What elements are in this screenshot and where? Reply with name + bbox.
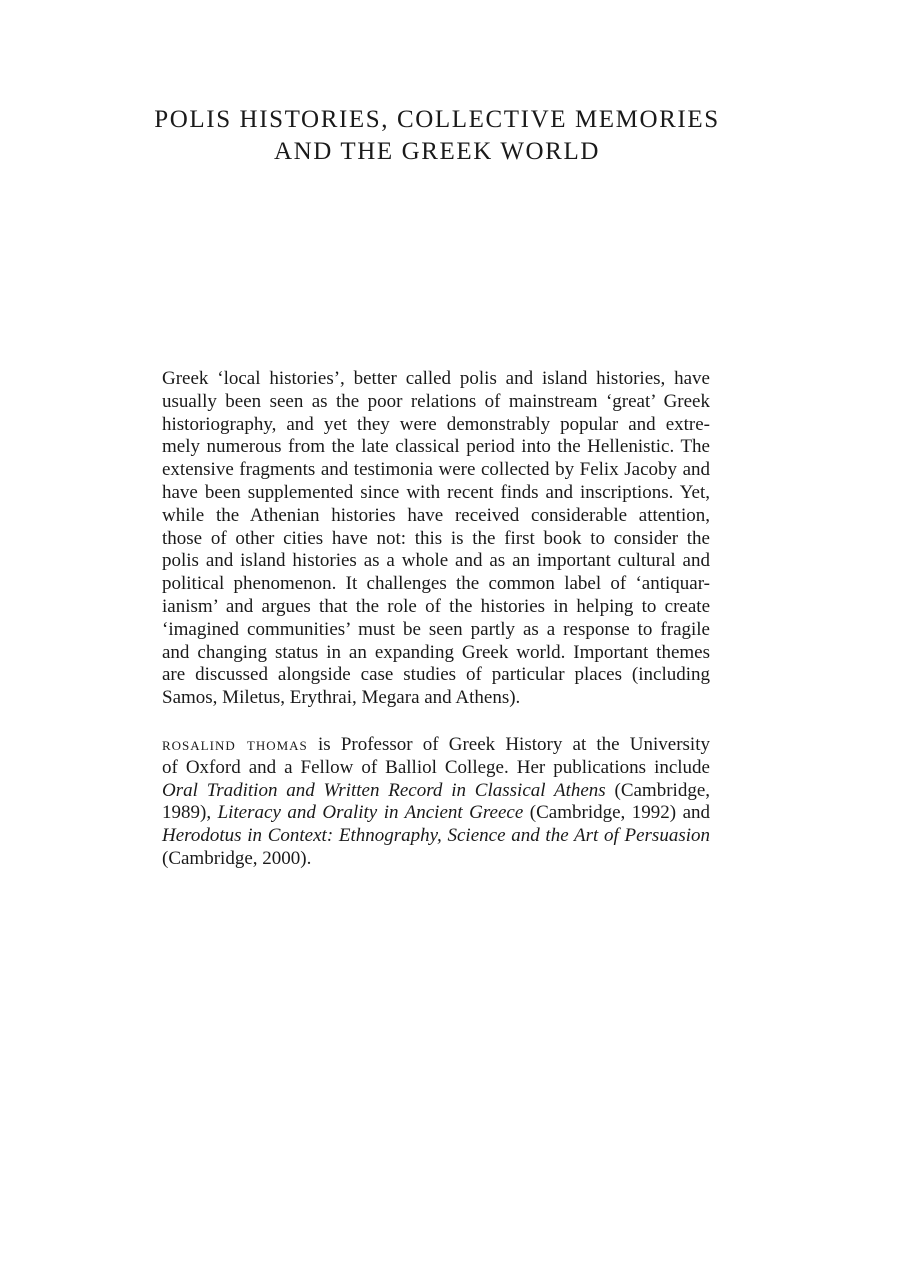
bio-line	[162, 802, 710, 825]
bio-line: of Oxford and a Fellow of Balliol College. Her publications include	[162, 756, 710, 778]
bio-line	[162, 780, 710, 803]
description-line: those of other cities have not: this is the first book to consider the	[162, 527, 710, 549]
description-line: mely numerous from the late classical period into the Hellenistic. The	[162, 436, 710, 458]
book-title-oral-tradition: Oral Tradition and Written Record in Classical Athens	[162, 779, 606, 801]
book-title-literacy-orality: Literacy and Orality in Ancient Greece	[217, 802, 524, 824]
bio-text: is Professor of Greek History at the University	[307, 734, 710, 755]
description-line: ‘imagined communities’ must be seen partly as a response to fragile	[162, 618, 710, 640]
bio-text: (Cambridge,	[605, 779, 710, 801]
description-line: political phenomenon. It challenges the common label of ‘antiquar-	[162, 573, 710, 595]
bio-text: (Cambridge, 1992) and	[523, 802, 711, 824]
description-line: and changing status in an expanding Greek world. Important themes	[162, 641, 710, 663]
description-line: historiography, and yet they were demonstrably popular and extre-	[162, 413, 710, 435]
author-name: rosalind thomas	[162, 734, 308, 755]
description-line: usually been seen as the poor relations of mainstream ‘great’ Greek	[162, 390, 710, 412]
description-line: are discussed alongside case studies of particular places (including	[162, 664, 710, 686]
bio-text: 1989),	[162, 802, 218, 824]
book-title-line-1: POLIS HISTORIES, COLLECTIVE MEMORIES	[154, 106, 720, 133]
description-line: have been supplemented since with recent finds and inscriptions. Yet,	[162, 481, 710, 503]
description-line: extensive fragments and testimonia were collected by Felix Jacoby and	[162, 459, 710, 481]
description-line: polis and island histories as a whole and as an important cultural and	[162, 550, 710, 572]
description-line: ianism’ and argues that the role of the histories in helping to create	[162, 595, 710, 617]
description-line: Greek ‘local histories’, better called polis and island histories, have	[162, 368, 710, 389]
description-line: Samos, Miletus, Erythrai, Megara and Athens).	[162, 687, 521, 709]
bio-line	[162, 734, 710, 757]
book-title	[0, 104, 874, 168]
bio-line: (Cambridge, 2000).	[162, 847, 312, 869]
book-title-herodotus: Herodotus in Context: Ethnography, Science and the Art of Persuasion	[162, 825, 710, 847]
book-title-line-2: AND THE GREEK WORLD	[274, 138, 600, 165]
book-description	[162, 368, 710, 710]
author-biography	[162, 734, 710, 871]
bio-line	[162, 825, 710, 848]
description-line: while the Athenian histories have received considerable attention,	[162, 504, 710, 526]
